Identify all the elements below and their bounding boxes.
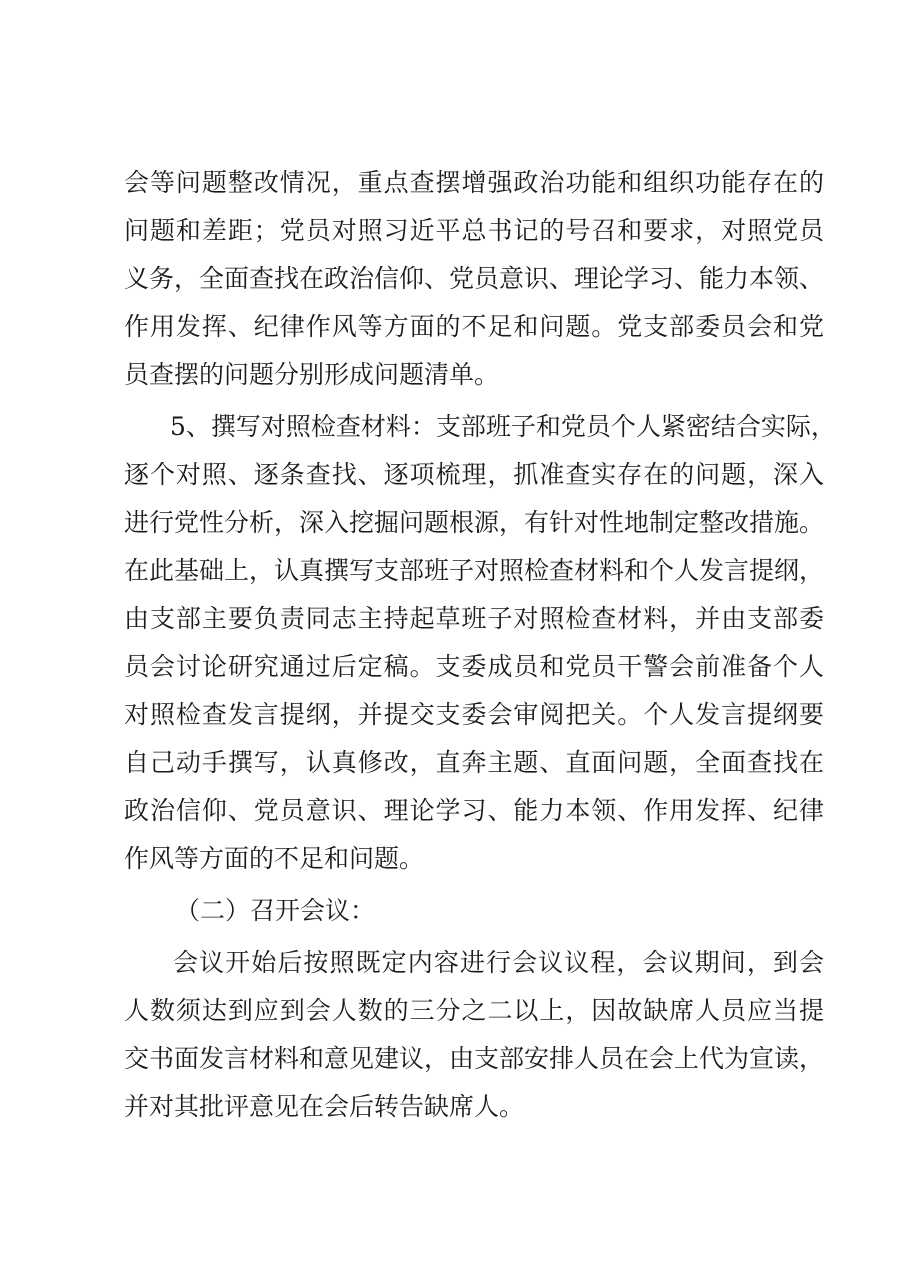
paragraph-line: 员会讨论研究通过后定稿。支委成员和党员干警会前准备个人 [124,652,824,681]
paragraph-line: 进行党性分析，深入挖掘问题根源，有针对性地制定整改措施。 [124,508,825,537]
paragraph-line: 政治信仰、党员意识、理论学习、能力本领、作用发挥、纪律 [124,796,824,825]
paragraph-line: 由支部主要负责同志主持起草班子对照检查材料，并由支部委 [124,604,824,633]
paragraph-line: 问题和差距；党员对照习近平总书记的号召和要求，对照党员 [124,216,824,245]
paragraph-line: 人数须达到应到会人数的三分之二以上，因故缺席人员应当提 [124,996,824,1025]
section-heading: （二）召开会议： [175,896,376,925]
paragraph-line: 对照检查发言提纲，并提交支委会审阅把关。个人发言提纲要 [124,700,824,729]
paragraph-line: 作用发挥、纪律作风等方面的不足和问题。党支部委员会和党 [124,312,824,341]
paragraph-line: 会议开始后按照既定内容进行会议议程，会议期间，到会 [173,948,824,977]
paragraph-line: 逐个对照、逐条查找、逐项梳理，抓准查实存在的问题，深入 [124,460,824,489]
paragraph-line: 义务，全面查找在政治信仰、党员意识、理论学习、能力本领、 [124,264,825,293]
paragraph-line: 会等问题整改情况，重点查摆增强政治功能和组织功能存在的 [124,168,824,197]
paragraph-line: 5、撰写对照检查材料：支部班子和党员个人紧密结合实际， [170,412,836,441]
paragraph-line: 自己动手撰写，认真修改，直奔主题、直面问题，全面查找在 [124,748,824,777]
paragraph-line: 作风等方面的不足和问题。 [124,844,425,873]
paragraph-line: 交书面发言材料和意见建议，由支部安排人员在会上代为宣读， [124,1044,825,1073]
paragraph-line: 员查摆的问题分别形成问题清单。 [124,360,500,389]
paragraph-line: 在此基础上，认真撰写支部班子对照检查材料和个人发言提纲， [124,556,825,585]
paragraph-line: 并对其批评意见在会后转告缺席人。 [124,1092,525,1121]
